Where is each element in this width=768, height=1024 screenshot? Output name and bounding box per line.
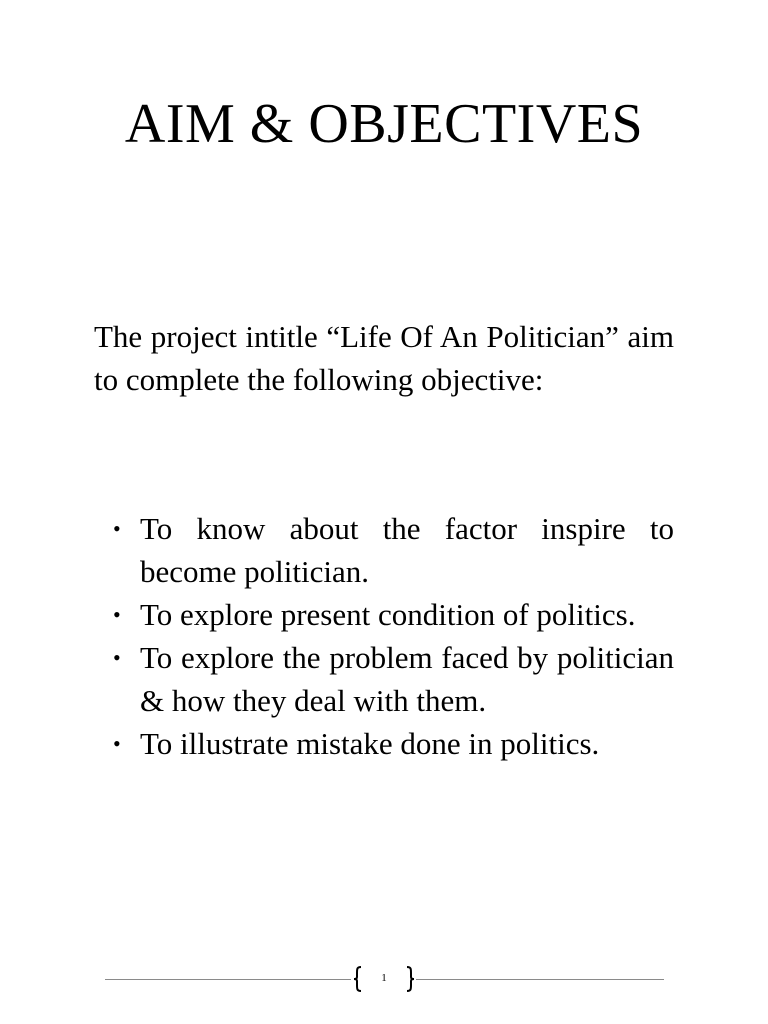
objective-text: To know about the factor inspire to become politician. [140, 511, 674, 589]
page-number: 1 [381, 972, 387, 984]
objective-text: To explore present condition of politics. [140, 597, 636, 632]
list-item [113, 507, 674, 593]
bullet-icon: • [113, 516, 121, 541]
page-number-badge [352, 964, 416, 994]
bullet-icon: • [113, 645, 121, 670]
bullet-icon: • [113, 731, 121, 756]
list-item [113, 593, 674, 636]
page-title: AIM & OBJECTIVES [124, 93, 644, 155]
footer-divider-left [105, 979, 351, 980]
footer-divider-right [416, 979, 664, 980]
objectives-list [113, 507, 674, 765]
intro-paragraph: The project intitle “Life Of An Politician” aim to complete the following objective: [94, 319, 674, 397]
list-item [113, 636, 674, 722]
list-item [113, 722, 674, 765]
bullet-icon: • [113, 602, 121, 627]
objective-text: To explore the problem faced by politician & how they deal with them. [140, 640, 674, 718]
objective-text: To illustrate mistake done in politics. [140, 726, 600, 761]
